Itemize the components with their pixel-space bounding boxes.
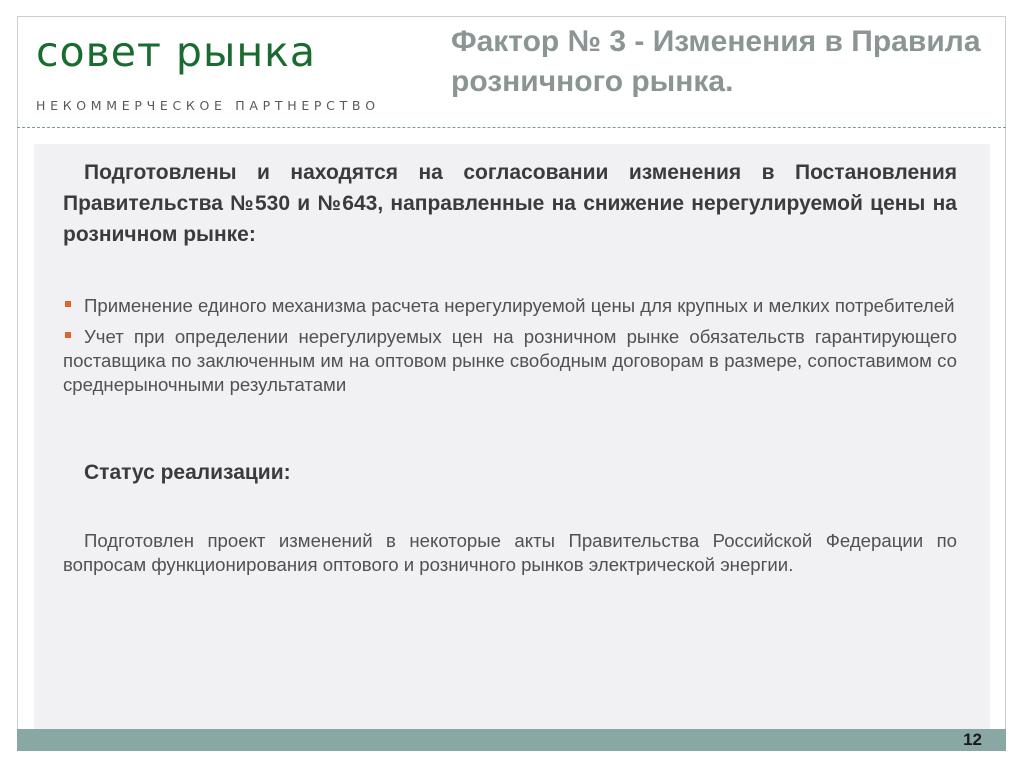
bullet-text: Учет при определении нерегулируемых цен на розничном рынке обязательств гарантирующего поставщика по заключенным им на оптовом рынке свободным договорам в размере, сопоставимом со среднерыночными результатами [63, 326, 957, 395]
page-number: 12 [963, 730, 982, 749]
logo-subtitle: НЕКОММЕРЧЕСКОЕ ПАРТНЕРСТВО [36, 98, 380, 113]
bullet-text: Применение единого механизма расчета нерегулируемой цены для крупных и мелких потребителей [84, 295, 955, 316]
logo-wordmark: совет рынка [36, 28, 317, 76]
status-paragraph: Подготовлен проект изменений в некоторые акты Правительства Российской Федерации по вопросам функционирования оптового и розничного рынков электрической энергии. [63, 530, 957, 575]
lead-paragraph: Подготовлены и находятся на согласовании изменения в Постановления Правительства №530 и №643, направленные на снижение нерегулируемой цены на розничном рынке: [63, 161, 957, 246]
list-item [63, 325, 957, 397]
status-heading: Статус реализации: [84, 461, 291, 484]
header-divider [17, 127, 1006, 128]
list-item [63, 294, 957, 318]
footer-bar [17, 729, 1006, 751]
square-bullet-icon [65, 332, 71, 338]
bullet-list [63, 294, 957, 404]
square-bullet-icon [65, 301, 71, 307]
slide-title: Фактор № 3 - Изменения в Правила розничного рынка. [451, 25, 981, 98]
